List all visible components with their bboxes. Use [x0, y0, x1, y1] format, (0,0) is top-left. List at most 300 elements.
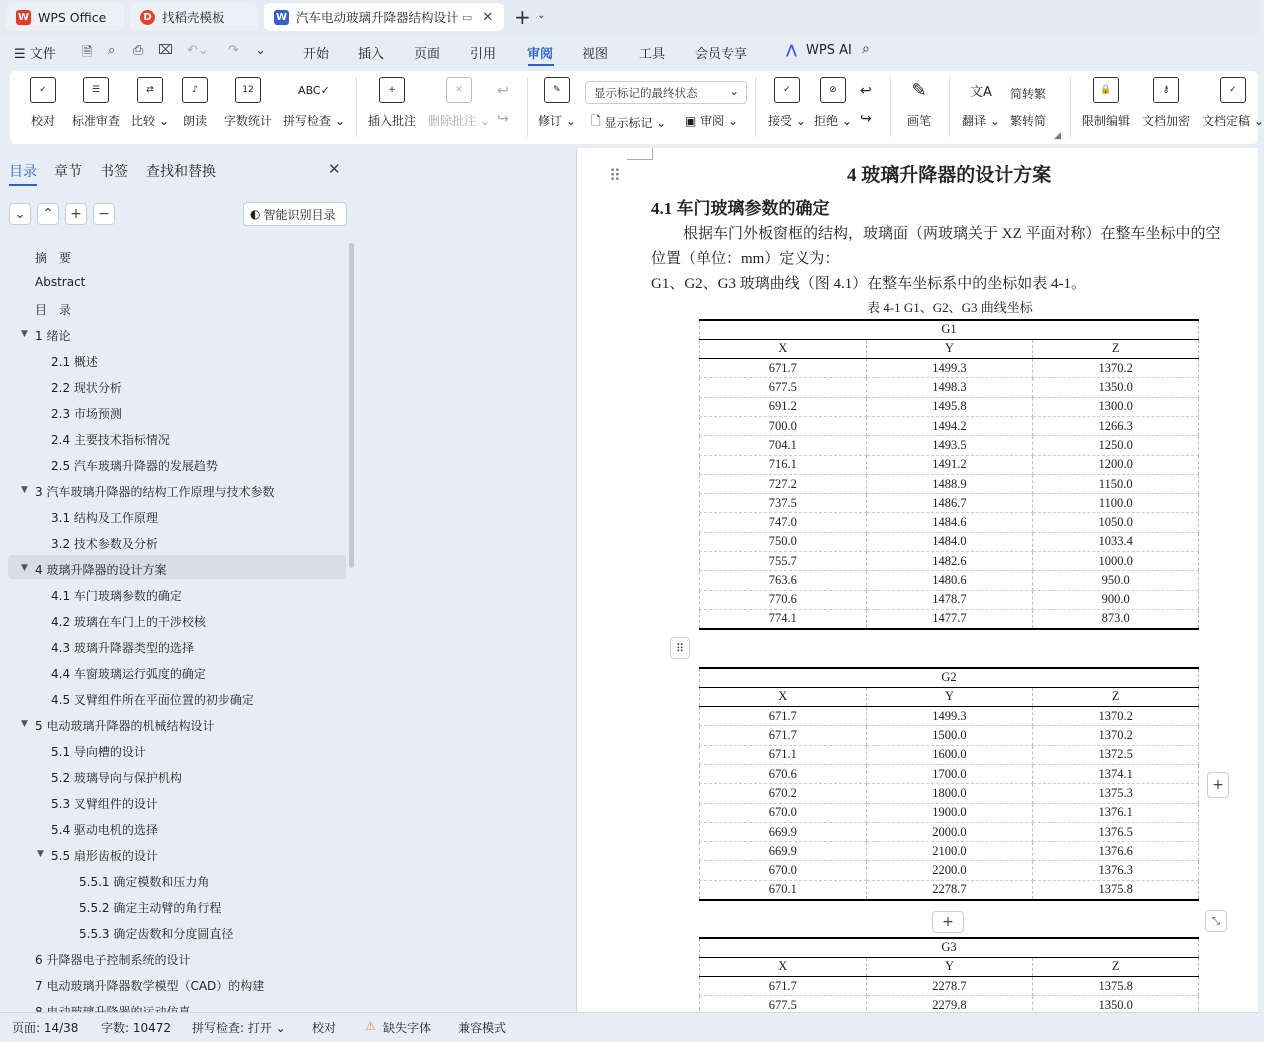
- table-row: [700, 977, 1199, 996]
- accept-icon: ✓: [774, 77, 800, 103]
- reviewing-pane-button[interactable]: ▣ 审阅 ⌄: [685, 113, 739, 128]
- toc-item[interactable]: 5.5.1 确定模数和压力角: [79, 875, 210, 889]
- table-cell[interactable]: 1100.0: [1033, 494, 1199, 513]
- table-cell[interactable]: 1499.3: [866, 707, 1033, 726]
- menu-view[interactable]: 视图: [582, 47, 609, 62]
- table-cell[interactable]: 1376.6: [1033, 842, 1199, 861]
- table-row: [700, 707, 1199, 726]
- menu-member[interactable]: 会员专享: [695, 47, 748, 62]
- ribbon-separator: [949, 77, 950, 137]
- previous-comment-icon[interactable]: ↩: [497, 83, 509, 99]
- table-header-cell: X: [700, 687, 867, 706]
- proofread-status[interactable]: 校对: [312, 1021, 337, 1035]
- toc-item[interactable]: 5.3 叉臂组件的设计: [51, 797, 158, 811]
- pen-icon: ✎: [911, 79, 927, 101]
- table-cell[interactable]: 671.7: [700, 359, 867, 378]
- read-aloud-icon: ♪: [182, 77, 208, 103]
- compat-mode-status: 兼容模式: [458, 1021, 507, 1035]
- read-aloud-label: 朗读: [182, 114, 207, 128]
- title-tab-bar: [0, 0, 1258, 34]
- table-row: [700, 513, 1199, 532]
- toc-item[interactable]: 5.5.3 确定齿数和分度圆直径: [79, 927, 234, 941]
- table-header-cell: Z: [1033, 339, 1199, 358]
- table-cell[interactable]: 1350.0: [1033, 996, 1199, 1015]
- menu-wps-ai[interactable]: WPS AI: [806, 43, 852, 58]
- reviewing-pane-label: 审阅: [700, 114, 725, 128]
- next-change-icon[interactable]: ↪: [860, 111, 872, 127]
- wps-logo-icon: W: [17, 11, 30, 23]
- table-row: [700, 416, 1199, 435]
- coordinate-table-g1: [699, 319, 1199, 630]
- table-row: [700, 552, 1199, 571]
- menu-reference[interactable]: 引用: [470, 47, 497, 62]
- proofread-icon: ✓: [30, 77, 56, 103]
- table-row: [700, 609, 1199, 628]
- menu-review[interactable]: 审阅: [527, 47, 554, 62]
- table-cell[interactable]: 1370.2: [1033, 359, 1199, 378]
- table-curve-name: G1: [700, 320, 1199, 339]
- toc-item[interactable]: 6 升降器电子控制系统的设计: [35, 953, 191, 967]
- toc-item[interactable]: 1 绪论: [35, 329, 71, 343]
- toc-item[interactable]: 2.3 市场预测: [51, 407, 122, 421]
- table-cell[interactable]: 716.1: [700, 455, 867, 474]
- toc-item[interactable]: 5.5.2 确定主动臂的角行程: [79, 901, 222, 915]
- section-heading: 4.1 车门玻璃参数的确定: [651, 199, 830, 218]
- show-markup-icon: 🗋: [591, 114, 605, 128]
- table-cell[interactable]: 1495.8: [866, 397, 1033, 416]
- menu-file-label: 文件: [29, 47, 56, 62]
- search-icon[interactable]: ⌕: [862, 41, 870, 57]
- plus-icon: +: [942, 914, 954, 930]
- encrypt-label: 文档加密: [1142, 114, 1191, 128]
- previous-change-icon[interactable]: ↩: [860, 83, 872, 99]
- insert-comment-icon: +: [379, 77, 405, 103]
- table-cell[interactable]: 1800.0: [866, 784, 1033, 803]
- toc-item[interactable]: 4.5 叉臂组件所在平面位置的初步确定: [51, 693, 254, 707]
- restrict-editing-label: 限制编辑: [1082, 114, 1131, 128]
- toc-item[interactable]: 2.1 概述: [51, 355, 98, 369]
- table-cell[interactable]: 1478.7: [866, 590, 1033, 609]
- add-row-button[interactable]: [932, 911, 964, 933]
- tab-wps-office[interactable]: [6, 3, 124, 31]
- table-cell[interactable]: 1477.7: [866, 609, 1033, 628]
- translate-label: 翻译: [962, 114, 987, 128]
- table-header-cell: Z: [1033, 957, 1199, 976]
- table-header-cell: Z: [1033, 687, 1199, 706]
- smart-icon: ◐: [250, 207, 261, 221]
- translate-button[interactable]: 文A 翻译 ⌄: [962, 77, 1000, 129]
- table-cell[interactable]: 1300.0: [1033, 397, 1199, 416]
- table-cell[interactable]: 2200.0: [866, 861, 1033, 880]
- table-cell[interactable]: 873.0: [1033, 609, 1199, 628]
- proofread-label: 校对: [30, 114, 55, 128]
- compare-icon: ⇄: [137, 77, 163, 103]
- table-cell[interactable]: 691.2: [700, 397, 867, 416]
- remove-heading-button[interactable]: [93, 203, 115, 225]
- nav-tab-chapters[interactable]: 章节: [54, 164, 82, 180]
- table-cell[interactable]: 671.7: [700, 977, 867, 996]
- plus-icon: +: [70, 206, 82, 222]
- toc-item[interactable]: 5 电动玻璃升降器的机械结构设计: [35, 719, 215, 733]
- nav-tab-find-replace[interactable]: 查找和替换: [146, 164, 216, 180]
- table-header-cell: Y: [866, 957, 1033, 976]
- add-column-button[interactable]: [1207, 772, 1229, 798]
- menu-bar: [0, 34, 1258, 68]
- table-cell[interactable]: 704.1: [700, 436, 867, 455]
- table-cell[interactable]: 700.0: [700, 416, 867, 435]
- table-header-cell: X: [700, 339, 867, 358]
- table-cell[interactable]: 677.5: [700, 378, 867, 397]
- table-cell[interactable]: 670.0: [700, 861, 867, 880]
- table-row: [700, 880, 1199, 899]
- toc-item[interactable]: 4 玻璃升降器的设计方案: [35, 563, 167, 577]
- table-cell[interactable]: 1350.0: [1033, 378, 1199, 397]
- table-cell[interactable]: 1266.3: [1033, 416, 1199, 435]
- show-markup-label: 显示标记: [604, 116, 653, 130]
- encrypt-button[interactable]: [1142, 77, 1190, 129]
- table-cell[interactable]: 670.2: [700, 784, 867, 803]
- table-row: [700, 764, 1199, 783]
- table-row: [700, 726, 1199, 745]
- table-cell[interactable]: 1376.1: [1033, 803, 1199, 822]
- word-doc-icon: W: [275, 11, 288, 23]
- table-row: [700, 455, 1199, 474]
- table-cell[interactable]: 1494.2: [866, 416, 1033, 435]
- table-cell[interactable]: 1484.6: [866, 513, 1033, 532]
- table-cell[interactable]: 1370.2: [1033, 726, 1199, 745]
- table-row: [700, 822, 1199, 841]
- expand-triangle-icon[interactable]: ▼: [21, 563, 28, 573]
- print-preview-icon[interactable]: ⌧: [158, 43, 173, 58]
- table-cell[interactable]: 1150.0: [1033, 474, 1199, 493]
- word-count[interactable]: 字数: 10472: [101, 1021, 172, 1035]
- table-cell[interactable]: 1200.0: [1033, 455, 1199, 474]
- ribbon-separator: [356, 77, 357, 137]
- redo-icon[interactable]: ↷: [228, 43, 239, 58]
- table-cell[interactable]: 670.1: [700, 880, 867, 899]
- table-cell[interactable]: 1375.3: [1033, 784, 1199, 803]
- show-markup-button[interactable]: 🗋 显示标记 ⌄: [591, 112, 666, 133]
- table-cell[interactable]: 2100.0: [866, 842, 1033, 861]
- document-page: [576, 148, 1258, 1012]
- table-cell[interactable]: 1375.8: [1033, 880, 1199, 899]
- table-cell[interactable]: 1050.0: [1033, 513, 1199, 532]
- table-row: [700, 784, 1199, 803]
- document-margin: [357, 148, 576, 1012]
- expand-triangle-icon[interactable]: ▼: [21, 719, 28, 729]
- table-row: [700, 861, 1199, 880]
- table-cell[interactable]: 774.1: [700, 609, 867, 628]
- ribbon-separator: [1070, 77, 1071, 137]
- chevron-up-icon: ⌃: [42, 206, 54, 222]
- table-cell[interactable]: 2000.0: [866, 822, 1033, 841]
- table-cell[interactable]: 750.0: [700, 532, 867, 551]
- table-cell[interactable]: 1500.0: [866, 726, 1033, 745]
- table-cell[interactable]: 1491.2: [866, 455, 1033, 474]
- delete-comment-label: 删除批注: [428, 114, 477, 128]
- table-row: [700, 436, 1199, 455]
- chevron-down-icon: ⌄: [729, 84, 739, 98]
- table-cell[interactable]: 1250.0: [1033, 436, 1199, 455]
- tab-label: 汽车电动玻璃升降器结构设计: [296, 10, 459, 25]
- table-curve-name: G3: [700, 938, 1199, 957]
- table-row: [700, 571, 1199, 590]
- toc-item[interactable]: 4.3 玻璃升降器类型的选择: [51, 641, 194, 655]
- translate-icon: 文A: [969, 84, 992, 100]
- compare-label: 比较: [131, 114, 156, 128]
- page-corner-mark: [627, 148, 653, 160]
- read-aloud-button[interactable]: [182, 77, 208, 129]
- status-bar: [0, 1012, 1258, 1042]
- add-heading-button[interactable]: [65, 203, 87, 225]
- chevron-down-icon: ⌄: [14, 206, 26, 222]
- review-ribbon: [10, 71, 1264, 144]
- table-cell[interactable]: 1370.2: [1033, 707, 1199, 726]
- table-row: [700, 359, 1199, 378]
- page-count[interactable]: 页面: 14/38: [12, 1021, 79, 1035]
- insert-comment-label: 插入批注: [368, 114, 417, 128]
- warning-icon: ⚠: [365, 1019, 376, 1033]
- close-icon[interactable]: ✕: [482, 9, 494, 25]
- table-cell[interactable]: 671.7: [700, 707, 867, 726]
- menu-tools[interactable]: 工具: [639, 47, 666, 62]
- track-changes-label: 修订: [538, 114, 563, 128]
- table-cell[interactable]: 900.0: [1033, 590, 1199, 609]
- missing-font-status[interactable]: 缺失字体: [383, 1021, 432, 1035]
- table-cell[interactable]: 747.0: [700, 513, 867, 532]
- table-cell[interactable]: 1482.6: [866, 552, 1033, 571]
- markup-state-value: 显示标记的最终状态: [594, 86, 698, 100]
- table-row: [700, 474, 1199, 493]
- collapse-all-button[interactable]: [9, 203, 31, 225]
- table-caption: 表 4-1 G1、G2、G3 曲线坐标: [867, 300, 1033, 315]
- finalize-icon: ✓: [1220, 77, 1246, 103]
- table-cell[interactable]: 1499.3: [866, 359, 1033, 378]
- spell-check-label: 拼写检查: [283, 114, 332, 128]
- accept-label: 接受: [768, 114, 793, 128]
- toc-item[interactable]: 5.1 导向槽的设计: [51, 745, 146, 759]
- next-comment-icon[interactable]: ↪: [497, 111, 509, 127]
- to-traditional-button[interactable]: [1010, 85, 1046, 102]
- smart-toc-button[interactable]: [243, 202, 347, 226]
- table-handle-icon[interactable]: ⠿: [670, 637, 690, 659]
- table-cell[interactable]: 669.9: [700, 822, 867, 841]
- expand-icon[interactable]: ◢: [1054, 131, 1061, 141]
- body-paragraph: 位置（单位：mm）定义为：: [651, 251, 840, 267]
- drag-handle-icon[interactable]: ⠿: [609, 166, 621, 185]
- insert-comment-button[interactable]: [368, 77, 416, 129]
- to-simplified-label: 繁转简: [1010, 114, 1047, 128]
- table-cell[interactable]: 2278.7: [866, 880, 1033, 899]
- tab-docer[interactable]: [130, 3, 258, 31]
- ribbon-separator: [527, 77, 528, 137]
- ribbon-separator: [755, 77, 756, 137]
- toc-item[interactable]: 目 录: [35, 303, 72, 317]
- track-changes-icon: ✎: [544, 77, 570, 103]
- table-cell[interactable]: 670.0: [700, 803, 867, 822]
- expand-triangle-icon[interactable]: ▼: [21, 329, 28, 339]
- nav-tab-toc[interactable]: 目录: [9, 164, 37, 180]
- active-tab-underline: [528, 64, 554, 66]
- toc-item[interactable]: 3.2 技术参数及分析: [51, 537, 158, 551]
- plus-icon: +: [1212, 777, 1224, 793]
- table-cell[interactable]: 950.0: [1033, 571, 1199, 590]
- reject-label: 拒绝: [814, 114, 839, 128]
- spell-check-status[interactable]: 拼写检查: 打开 ⌄: [192, 1021, 286, 1035]
- toc-item[interactable]: 2.2 现状分析: [51, 381, 122, 395]
- format-painter-icon[interactable]: ⌕: [108, 43, 116, 58]
- table-cell[interactable]: 1498.3: [866, 378, 1033, 397]
- expand-up-button[interactable]: [37, 203, 59, 225]
- navigation-pane: [0, 148, 357, 1012]
- toc-item[interactable]: 摘 要: [35, 251, 72, 265]
- table-cell[interactable]: 737.5: [700, 494, 867, 513]
- markup-state-dropdown[interactable]: [585, 81, 747, 104]
- tab-label: WPS Office: [38, 9, 107, 25]
- standard-review-label: 标准审查: [72, 114, 121, 128]
- table-cell[interactable]: 1000.0: [1033, 552, 1199, 571]
- wps-ai-icon: ⋀: [786, 43, 797, 58]
- smart-toc-label: 智能识别目录: [263, 207, 336, 222]
- standard-review-button[interactable]: [72, 77, 120, 129]
- table-cell[interactable]: 1486.7: [866, 494, 1033, 513]
- table-cell[interactable]: 1488.9: [866, 474, 1033, 493]
- more-icon[interactable]: ⌄: [255, 43, 266, 58]
- table-header-cell: Y: [866, 339, 1033, 358]
- to-traditional-label: 简转繁: [1010, 87, 1047, 101]
- to-simplified-button[interactable]: [1010, 112, 1046, 129]
- table-cell[interactable]: 755.7: [700, 552, 867, 571]
- encrypt-icon: ⚷: [1153, 77, 1179, 103]
- table-cell[interactable]: 1375.8: [1033, 977, 1199, 996]
- table-cell[interactable]: 1376.5: [1033, 822, 1199, 841]
- table-header-cell: X: [700, 957, 867, 976]
- close-icon[interactable]: ✕: [328, 160, 341, 178]
- word-count-button[interactable]: [224, 77, 272, 129]
- expand-triangle-icon[interactable]: ▼: [37, 849, 44, 859]
- table-cell[interactable]: 727.2: [700, 474, 867, 493]
- finalize-button[interactable]: ✓ 文档定稿 ⌄: [1202, 77, 1264, 129]
- coordinate-table-g3: [699, 937, 1199, 1016]
- table-cell[interactable]: 1700.0: [866, 764, 1033, 783]
- table-cell[interactable]: 1600.0: [866, 745, 1033, 764]
- table-curve-name: G2: [700, 668, 1199, 687]
- toc-item[interactable]: 7 电动玻璃升降器数学模型（CAD）的构建: [35, 979, 265, 993]
- restrict-editing-button[interactable]: [1082, 77, 1130, 129]
- toc-item[interactable]: 2.5 汽车玻璃升降器的发展趋势: [51, 459, 218, 473]
- toc-item[interactable]: 4.4 车窗玻璃运行弧度的确定: [51, 667, 206, 681]
- finalize-label: 文档定稿: [1202, 114, 1251, 128]
- track-changes-button[interactable]: ✎ 修订 ⌄: [538, 77, 576, 129]
- proofread-button[interactable]: [30, 77, 56, 129]
- table-cell[interactable]: 1372.5: [1033, 745, 1199, 764]
- table-cell[interactable]: 669.9: [700, 842, 867, 861]
- table-cell[interactable]: 1480.6: [866, 571, 1033, 590]
- reject-icon: ⊘: [820, 77, 846, 103]
- chapter-heading: 4 玻璃升降器的设计方案: [847, 165, 1052, 186]
- standard-review-icon: ☰: [83, 77, 109, 103]
- resize-table-icon[interactable]: ⤡: [1205, 910, 1227, 932]
- table-cell[interactable]: 1900.0: [866, 803, 1033, 822]
- undo-icon[interactable]: ↶⌄: [187, 43, 209, 58]
- table-cell[interactable]: 671.1: [700, 745, 867, 764]
- table-header-cell: Y: [866, 687, 1033, 706]
- lock-icon: 🔒: [1093, 77, 1119, 103]
- table-row: [700, 378, 1199, 397]
- nav-scrollbar[interactable]: [349, 243, 354, 568]
- toc-item[interactable]: 5.5 扇形齿板的设计: [51, 849, 158, 863]
- spell-check-button[interactable]: ABC✓ 拼写检查 ⌄: [283, 77, 345, 129]
- reject-button[interactable]: ⊘ 拒绝 ⌄: [814, 77, 852, 129]
- print-icon[interactable]: ⎙: [133, 43, 144, 58]
- table-row: [700, 494, 1199, 513]
- word-count-label: 字数统计: [224, 114, 273, 128]
- table-cell[interactable]: 670.6: [700, 764, 867, 783]
- body-paragraph: G1、G2、G3 玻璃曲线（图 4.1）在整车坐标系中的坐标如表 4-1。: [651, 276, 1086, 292]
- minus-icon: −: [98, 206, 110, 222]
- table-cell[interactable]: 1033.4: [1033, 532, 1199, 551]
- table-row: [700, 590, 1199, 609]
- table-cell[interactable]: 2279.8: [866, 996, 1033, 1015]
- toc-item[interactable]: 4.2 玻璃在车门上的干涉校核: [51, 615, 206, 629]
- table-row: [700, 397, 1199, 416]
- word-count-icon: 12: [235, 77, 261, 103]
- table-cell[interactable]: 671.7: [700, 726, 867, 745]
- tab-document[interactable]: [264, 3, 504, 31]
- expand-triangle-icon[interactable]: ▼: [21, 485, 28, 495]
- menu-file[interactable]: ☰ 文件: [14, 47, 56, 62]
- table-cell[interactable]: 1484.0: [866, 532, 1033, 551]
- spell-check-icon: ABC✓: [298, 83, 330, 97]
- toc-item[interactable]: Abstract: [35, 275, 86, 289]
- screen-icon[interactable]: ▭: [462, 10, 473, 24]
- compare-button[interactable]: ⇄ 比较 ⌄: [131, 77, 169, 129]
- pen-button[interactable]: [906, 77, 932, 129]
- chevron-down-icon[interactable]: ⌄: [537, 10, 546, 21]
- table-row: [700, 532, 1199, 551]
- table-cell[interactable]: 677.5: [700, 996, 867, 1015]
- toc-item[interactable]: 3 汽车玻璃升降器的结构工作原理与技术参数: [35, 485, 275, 499]
- toc-item[interactable]: 5.4 驱动电机的选择: [51, 823, 158, 837]
- table-cell[interactable]: 1374.1: [1033, 764, 1199, 783]
- toc-item[interactable]: 4.1 车门玻璃参数的确定: [51, 589, 182, 603]
- toc-item[interactable]: 5.2 玻璃导向与保护机构: [51, 771, 182, 785]
- table-cell[interactable]: 770.6: [700, 590, 867, 609]
- nav-tab-bookmarks[interactable]: 书签: [100, 164, 128, 180]
- docer-icon: D: [140, 10, 155, 25]
- spell-check-status-label: 拼写检查: 打开: [192, 1021, 272, 1035]
- nav-tab-underline: [9, 184, 37, 186]
- toc-item[interactable]: 2.4 主要技术指标情况: [51, 433, 170, 447]
- tab-label: 找稻壳模板: [162, 10, 225, 25]
- table-row: [700, 842, 1199, 861]
- menu-start[interactable]: 开始: [303, 47, 330, 62]
- table-cell[interactable]: 1376.3: [1033, 861, 1199, 880]
- accept-button[interactable]: ✓ 接受 ⌄: [768, 77, 806, 129]
- save-icon[interactable]: 🗎: [82, 45, 93, 60]
- menu-insert[interactable]: 插入: [358, 47, 385, 62]
- new-tab-icon[interactable]: +: [514, 5, 531, 29]
- table-cell[interactable]: 2278.7: [866, 977, 1033, 996]
- menu-page[interactable]: 页面: [414, 47, 441, 62]
- pen-label: 画笔: [906, 114, 931, 128]
- body-paragraph: 根据车门外板窗框的结构，玻璃面（两玻璃关于 XZ 平面对称）在整车坐标中的空: [683, 226, 1221, 242]
- toc-item[interactable]: 3.1 结构及工作原理: [51, 511, 158, 525]
- table-cell[interactable]: 763.6: [700, 571, 867, 590]
- coordinate-table-g2: [699, 667, 1199, 901]
- table-cell[interactable]: 1493.5: [866, 436, 1033, 455]
- delete-comment-button[interactable]: ✕ 删除批注 ⌄: [428, 77, 490, 129]
